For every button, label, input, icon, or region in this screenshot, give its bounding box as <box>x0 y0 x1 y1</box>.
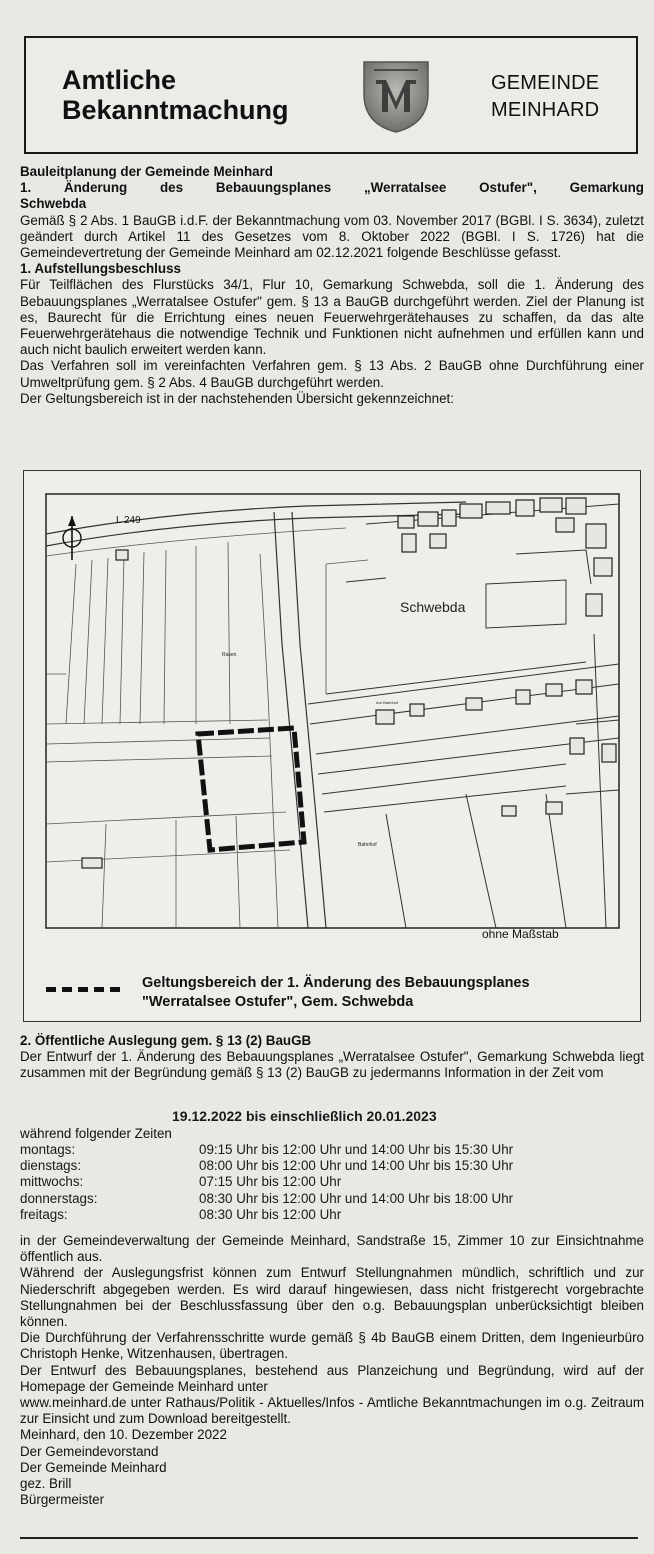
schedule-row <box>20 1207 640 1223</box>
schedule-time: 08:30 Uhr bis 12:00 Uhr und 14:00 Uhr bis 18:00 Uhr <box>199 1190 514 1206</box>
schedule-row <box>20 1174 640 1190</box>
section2-block <box>20 1033 644 1082</box>
municipality-line-2: MEINHARD <box>491 99 600 121</box>
legend-dashed-line-icon <box>46 987 120 992</box>
closing-signature: gez. Brill <box>20 1476 72 1492</box>
section1-paragraph-1: Für Teilflächen des Flurstücks 34/1, Flur 10, Gemarkung Schwebda, soll die 1. Änderung des Bebauungsplanes „Werratalsee Ostufer" gem. § 13 a BauGB durchgeführt werden. Ziel der Planung ist es, Baurecht für die Errichtung eines neuen Feuerwehrgerätehauses zu schaffen, da das alte Feuerwehrgerätehaus die notwendige Technik und Funktionen nicht aufnehmen und erfüllen kann und auch nicht baulich erweitert werden kann. <box>20 277 644 358</box>
section1-heading: 1. Aufstellungsbeschluss <box>20 261 181 277</box>
schedule-day: donnerstags: <box>20 1190 98 1206</box>
cadastral-map <box>46 494 619 941</box>
display-period: 19.12.2022 bis einschließlich 20.01.2023 <box>172 1108 437 1124</box>
schedule-row <box>20 1191 640 1207</box>
schedule-time: 07:15 Uhr bis 12:00 Uhr <box>199 1174 342 1190</box>
section2-paragraph-2: in der Gemeindeverwaltung der Gemeinde Meinhard, Sandstraße 15, Zimmer 10 zur Einsichtnahme öffentlich aus. <box>20 1233 644 1265</box>
header-box <box>24 36 638 154</box>
coat-of-arms-icon <box>360 54 432 134</box>
section2-paragraph-3: Während der Auslegungsfrist können zum Entwurf Stellungnahmen mündlich, schriftlich und zur Niederschrift abgegeben werden. Es wird darauf hingewiesen, dass nicht fristgerecht vorgebrachte Stellungnahmen bei der Beschlussfassung über den o.g. Bebauungsplan unberücksichtigt bleiben können. <box>20 1265 644 1330</box>
legend-line-1: Geltungsbereich der 1. Änderung des Bebauungsplanes <box>142 975 530 991</box>
schedule-day: dienstags: <box>20 1158 82 1174</box>
section2-paragraph-4: Die Durchführung der Verfahrensschritte wurde gemäß § 4b BauGB einem Dritten, dem Ingenieurbüro Christoph Henke, Witzenhausen, übertragen. <box>20 1330 644 1362</box>
closing-line-2: Der Gemeinde Meinhard <box>20 1459 167 1475</box>
scale-label: ohne Maßstab <box>482 927 559 941</box>
closing-title: Bürgermeister <box>20 1492 105 1508</box>
schedule-time: 08:30 Uhr bis 12:00 Uhr <box>199 1206 342 1222</box>
site-plan-map <box>23 470 641 1022</box>
schedule-row <box>20 1142 640 1158</box>
section2-paragraph-5: Der Entwurf des Bebauungsplanes, bestehend aus Planzeichung und Begründung, wird auf der Homepage der Gemeinde Meinhard unter <box>20 1362 644 1394</box>
section1-paragraph-3: Der Geltungsbereich ist in der nachstehenden Übersicht gekennzeichnet: <box>20 390 454 406</box>
title-line-1: Amtliche <box>62 65 177 95</box>
heading-bauleitplanung: Bauleitplanung der Gemeinde Meinhard <box>20 164 273 179</box>
intro-paragraph: Gemäß § 2 Abs. 1 BauGB i.d.F. der Bekanntmachung vom 03. November 2017 (BGBl. I S. 3634), zuletzt geändert durch Artikel 11 des Gesetzes vom 8. Oktober 2022 (BGBl. I S. 1726) hat die Gemeindevertretung der Gemeinde Meinhard am 02.12.2021 folgende Beschlüsse gefasst. <box>20 212 644 261</box>
section2-heading: 2. Öffentliche Auslegung gem. § 13 (2) BauGB <box>20 1033 312 1048</box>
heading-aenderung-cont: Schwebda <box>20 196 87 212</box>
bottom-divider <box>20 1537 638 1539</box>
schedule-day: freitags: <box>20 1206 68 1222</box>
schedule-row <box>20 1158 640 1174</box>
section2-paragraph-6: www.meinhard.de unter Rathaus/Politik - Aktuelles/Infos - Amtliche Bekanntmachungen im o.g. Zeitraum zur Einsicht und zum Download bereitgestellt. <box>20 1395 644 1427</box>
section1-paragraph-2: Das Verfahren soll im vereinfachten Verfahren gem. § 13 Abs. 2 BauGB ohne Durchführung einer Umweltprüfung gem. § 2 Abs. 4 BauGB durchgeführt werden. <box>20 358 644 390</box>
place-label: Schwebda <box>400 599 466 615</box>
closing-line-1: Der Gemeindevorstand <box>20 1443 159 1459</box>
times-intro: während folgender Zeiten <box>20 1126 172 1141</box>
schedule-day: mittwochs: <box>20 1174 84 1190</box>
times-intro-block <box>20 1126 644 1142</box>
municipality-name <box>491 70 599 124</box>
section2-body <box>20 1233 644 1508</box>
road-label: L 249 <box>116 515 141 526</box>
schedule-time: 08:00 Uhr bis 12:00 Uhr und 14:00 Uhr bis 15:30 Uhr <box>199 1158 514 1174</box>
field-label: Rasen <box>222 652 237 658</box>
schedule-day: montags: <box>20 1142 76 1157</box>
municipality-line-1: GEMEINDE <box>491 72 600 94</box>
intro-block <box>20 164 644 407</box>
heading-aenderung: 1. Änderung des Bebauungsplanes „Werratalsee Ostufer", Gemarkung <box>20 180 644 196</box>
map-legend <box>142 974 530 1012</box>
opening-hours-table <box>20 1142 640 1223</box>
section2-paragraph-1: Der Entwurf der 1. Änderung des Bebauungsplanes „Werratalsee Ostufer", Gemarkung Schwebda liegt zusammen mit der Begründung gemäß § 13 (2) BauGB zu jedermanns Information in der Zeit vom <box>20 1049 644 1081</box>
title-line-2: Bekanntmachung <box>62 95 289 125</box>
schedule-time: 09:15 Uhr bis 12:00 Uhr und 14:00 Uhr bis 15:30 Uhr <box>199 1142 514 1157</box>
station-label: Bahnhof <box>358 842 377 848</box>
closing-place-date: Meinhard, den 10. Dezember 2022 <box>20 1427 227 1443</box>
notice-title <box>62 65 289 125</box>
legend-line-2: "Werratalsee Ostufer", Gem. Schwebda <box>142 994 414 1010</box>
street-label: Am Bahnhof <box>376 700 399 705</box>
